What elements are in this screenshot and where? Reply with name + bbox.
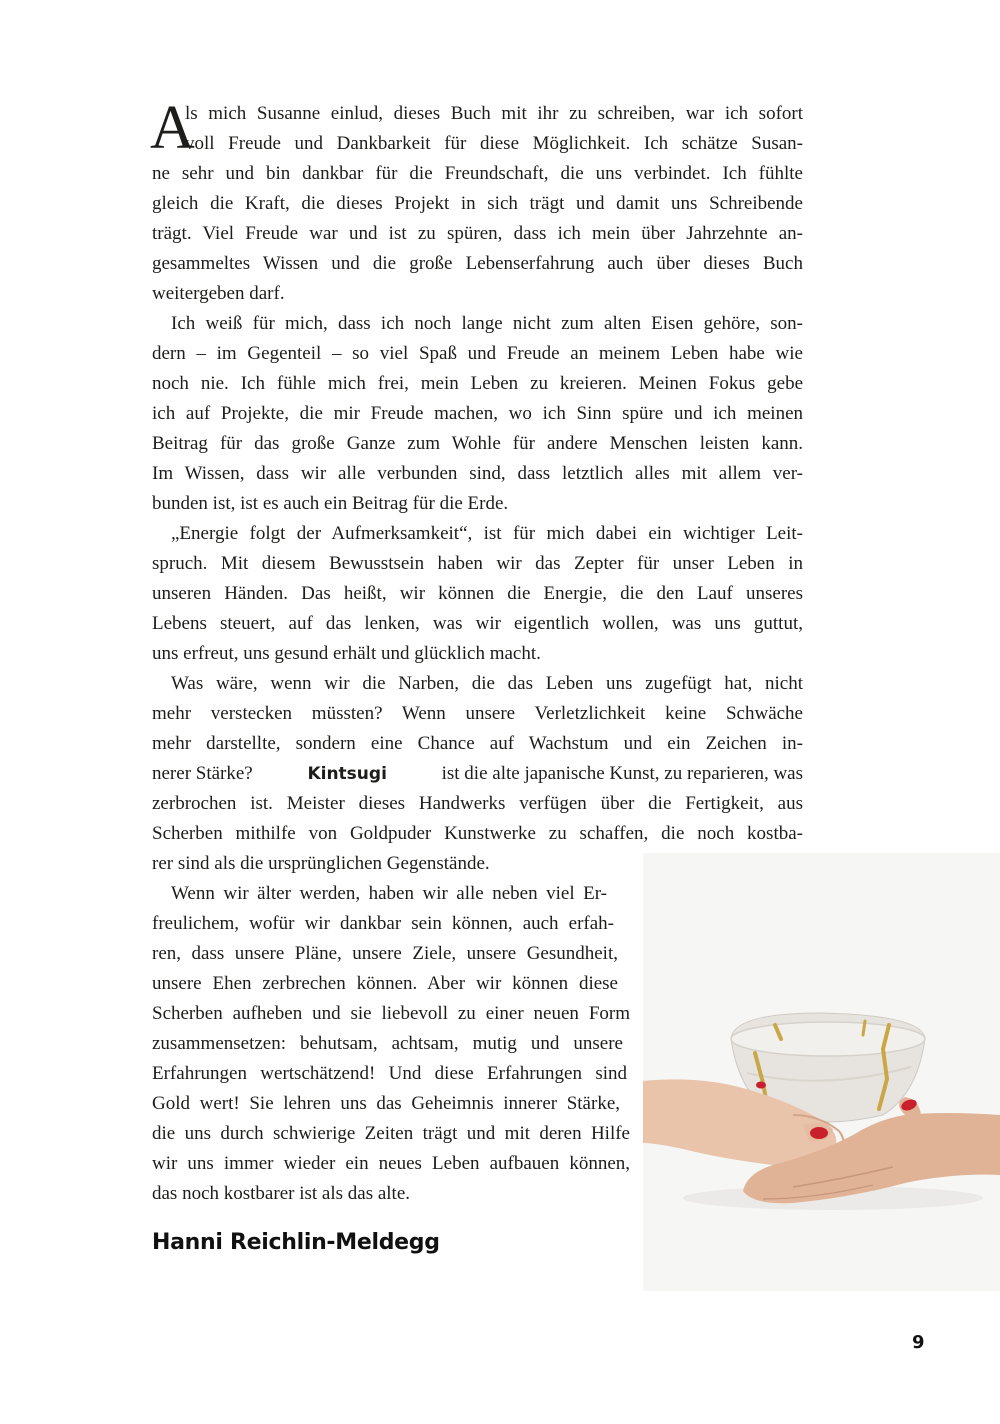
text-line: Ich weiß für mich, dass ich noch lange nicht zum alten Eisen gehöre, son- <box>171 313 803 334</box>
text-line: rer sind als die ursprünglichen Gegenstände. <box>152 853 490 874</box>
text-line: mehr darstellte, sondern eine Chance auf Wachstum und ein Zeichen in- <box>152 733 803 754</box>
text-line: noch nie. Ich fühle mich frei, mein Leben zu kreieren. Meinen Fokus gebe <box>152 373 803 394</box>
text-line: das noch kostbarer ist als das alte. <box>152 1183 411 1204</box>
text-line: Beitrag für das große Ganze zum Wohle für andere Menschen leisten kann. <box>152 433 803 454</box>
text-line: zusammensetzen: behutsam, achtsam, mutig und unsere <box>152 1033 623 1054</box>
text-line: Was wäre, wenn wir die Narben, die das Leben uns zugefügt hat, nicht <box>171 673 803 694</box>
text-line: voll Freude und Dankbarkeit für diese Möglichkeit. Ich schätze Susan- <box>185 133 803 154</box>
text-segment: nerer Stärke? <box>152 763 253 784</box>
text-line: wir uns immer wieder ein neues Leben aufbauen können, <box>152 1153 630 1174</box>
text-segment: ist die alte japanische Kunst, zu reparieren, was <box>441 763 803 784</box>
text-line: Wenn wir älter werden, haben wir alle neben viel Er- <box>171 883 607 904</box>
text-line: dern – im Gegenteil – so viel Spaß und Freude an meinem Leben habe wie <box>152 343 803 364</box>
text-line: Lebens steuert, auf das lenken, was wir eigentlich wollen, was uns guttut, <box>152 613 803 634</box>
text-line: Gold wert! Sie lehren uns das Geheimnis innerer Stärke, <box>152 1093 620 1114</box>
text-line: zerbrochen ist. Meister dieses Handwerks verfügen über die Fertigkeit, aus <box>152 793 803 814</box>
text-line: unseren Händen. Das heißt, wir können die Energie, die den Lauf unseres <box>152 583 803 604</box>
text-line: gesammeltes Wissen und die große Lebenserfahrung auch über dieses Buch <box>152 253 803 274</box>
text-line: Erfahrungen wertschätzend! Und diese Erfahrungen sind <box>152 1063 627 1084</box>
text-line: unsere Ehen zerbrechen können. Aber wir können diese <box>152 973 618 994</box>
text-line: Im Wissen, dass wir alle verbunden sind, dass letztlich alles mit allem ver- <box>152 463 803 484</box>
text-line: ich auf Projekte, die mir Freude machen, wo ich Sinn spüre und ich meinen <box>152 403 803 424</box>
text-line: ren, dass unsere Pläne, unsere Ziele, unsere Gesundheit, <box>152 943 618 964</box>
text-line: bunden ist, ist es auch ein Beitrag für die Erde. <box>152 493 509 514</box>
drop-cap: A <box>150 94 195 162</box>
text-line: ls mich Susanne einlud, dieses Buch mit ihr zu schreiben, war ich sofort <box>185 103 803 124</box>
text-line: Scherben aufheben und sie liebevoll zu einer neuen Form <box>152 1003 630 1024</box>
text-line: freulichem, wofür wir dankbar sein können, auch erfah- <box>152 913 614 934</box>
text-line-mixed <box>152 759 803 789</box>
text-line: weitergeben darf. <box>152 283 285 304</box>
text-line: die uns durch schwierige Zeiten trägt und mit deren Hilfe <box>152 1123 630 1144</box>
text-line: gleich die Kraft, die dieses Projekt in sich trägt und damit uns Schreibende <box>152 193 803 214</box>
text-line: trägt. Viel Freude war und ist zu spüren, dass ich mein über Jahrzehnte an- <box>152 223 803 244</box>
text-line: Scherben mithilfe von Goldpuder Kunstwerke zu schaffen, die noch kostba- <box>152 823 803 844</box>
text-line: ne sehr und bin dankbar für die Freundschaft, die uns verbindet. Ich fühlte <box>152 163 803 184</box>
page-number: 9 <box>912 1332 925 1353</box>
text-line: uns erfreut, uns gesund erhält und glücklich macht. <box>152 643 541 664</box>
kintsugi-bowl-photo <box>643 853 1000 1291</box>
author-name: Hanni Reichlin-Meldegg <box>152 1230 440 1255</box>
emphasis-kintsugi: Kintsugi <box>307 764 387 784</box>
text-line: spruch. Mit diesem Bewusstsein haben wir das Zepter für unser Leben in <box>152 553 803 574</box>
text-line: „Energie folgt der Aufmerksamkeit“, ist für mich dabei ein wichtiger Leit- <box>171 523 803 544</box>
text-line: mehr verstecken müssten? Wenn unsere Verletzlichkeit keine Schwäche <box>152 703 803 724</box>
